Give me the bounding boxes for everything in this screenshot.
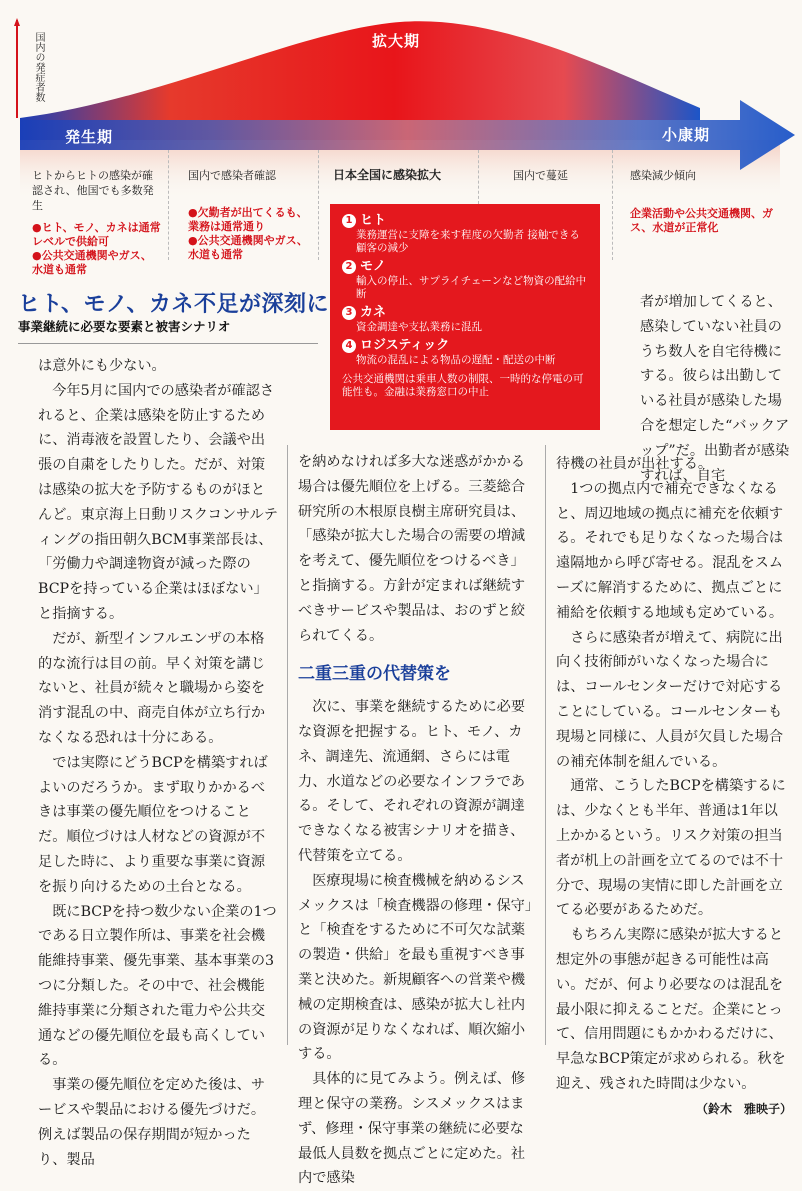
y-axis-label: 国内の発症者数 (33, 32, 44, 102)
phase-note: 企業活動や公共交通機関、ガス、水道が正常化 (630, 207, 773, 234)
impact-item-money (342, 304, 590, 334)
phase-column-head: ヒトからヒトの感染が確認され、他国でも多数発生 (32, 169, 154, 212)
number-badge-icon: 3 (342, 306, 356, 320)
phase-column-notes (32, 221, 162, 277)
phase-column-head: 感染減少傾向 (630, 169, 696, 182)
y-axis-arrow-icon (14, 18, 20, 118)
phase-note: ●ヒト、モノ、カネは通常レベルで供給可 (32, 221, 161, 248)
impact-note: 公共交通機関は乗車人数の制限、一時的な停電の可能性も。金融は業務窓口の中止 (342, 373, 584, 398)
column-divider (545, 445, 546, 1045)
phase-divider (318, 150, 319, 260)
phase-column-notes (630, 207, 790, 235)
article-column-1 (38, 354, 278, 1172)
impact-desc: 物流の混乱による物品の遅配・配送の中断 (356, 354, 556, 366)
article-column-3 (556, 452, 792, 1122)
phase-column-head: 日本全国に感染拡大 (333, 168, 442, 182)
impact-title: カネ (360, 305, 387, 320)
author-byline: （鈴木 雅映子） (695, 1101, 792, 1116)
impact-desc: 輸入の停止、サプライチェーンなど物資の配給中断 (356, 275, 587, 300)
impact-box (330, 204, 600, 430)
paragraph: 今年5月に国内での感染者が確認されると、企業は感染を防止するために、消毒液を設置したり、会議や出張の自粛をしたりした。だが、対策は感染の拡大を予防するものがほとんど。東京海上日動リスクコンサルティングの指田朝久BCM事業部長は、「労働力や調達物資が減った際のBCPを持っている企業はほぼない」と指摘する。 (38, 382, 278, 622)
impact-item-logistics (342, 337, 590, 367)
phase-expansion-title: 拡大期 (372, 32, 421, 50)
impact-title: ヒト (360, 213, 387, 228)
impact-desc: 資金調達や支払業務に混乱 (356, 321, 482, 333)
section-heading: 二重三重の代替策を (298, 664, 451, 685)
phase-note: ●欠勤者が出てくるも、業務は通常通り (188, 206, 308, 233)
paragraph: 待機の社員が出社する。 (556, 456, 713, 472)
paragraph: 1つの拠点内で補充できなくなると、周辺地域の拠点に補充を依頼する。それでも足りなくなった場合は遠隔地から呼び寄せる。混乱をスムーズに解消するために、拠点ごとに補給を依頼する地域も定めている。 (556, 480, 784, 621)
impact-item-goods (342, 258, 590, 301)
paragraph: 次に、事業を継続するために必要な資源を把握する。ヒト、モノ、カネ、調達先、流通網、さらには電力、水道などの必要なインフラである。そして、それぞれの資源が調達できなくなる被害シナリオを描き、代替策を立てる。 (298, 699, 526, 864)
phase-column-head: 国内で感染者確認 (188, 169, 276, 182)
phase-column-head: 国内で蔓延 (513, 169, 568, 182)
impact-title: ロジスティック (360, 338, 450, 353)
phase-divider (612, 150, 613, 260)
phase-note: ●公共交通機関やガス、水道も通常 (188, 234, 308, 261)
paragraph: 医療現場に検査機械を納めるシスメックスは「検査機器の修理・保守」と「検査をするために不可欠な試薬の製造・供給」を最も重視すべき事業と決めた。新規顧客への営業や機械の定期検査は、感染が拡大し社内の資源が足りなくなれば、順次縮小する。 (298, 872, 532, 1063)
phase-onset-title: 発生期 (65, 128, 114, 146)
paragraph: 事業の優先順位を定めた後は、サービスや製品における優先づけだ。例えば製品の保存期間が短かったり、製品 (38, 1077, 266, 1168)
paragraph: は意外にも少ない。 (38, 358, 166, 374)
impact-desc: 業務運営に支障を来す程度の欠勤者 接触できる顧客の減少 (356, 229, 580, 254)
paragraph: を納めなければ多大な迷惑がかかる場合は優先順位を上げる。三菱総合研究所の木根原良樹主席研究員は、「感染が拡大した場合の需要の増減を考えて、優先順位をつけるべき」と指摘する。方針が定まれば継続すべきサービスや製品は、おのずと絞られてくる。 (298, 454, 526, 644)
phase-column-2 (188, 168, 316, 262)
article-subheadline: 事業継続に必要な要素と被害シナリオ (18, 319, 231, 334)
paragraph: 者が増加してくると、感染していない社員のうち数人を自宅待機にする。彼らは出勤している社員が感染した場合を想定した“バックアップ”だ。出勤者が感染すれば、自宅 (640, 294, 790, 484)
phase-column-4 (513, 168, 568, 183)
phase-column-1 (32, 168, 162, 277)
paragraph: では実際にどうBCPを構築すればよいのだろうか。まず取りかかるべきは事業の優先順位をつけることだ。順位づけは人材などの資源が不足した時に、より重要な事業に資源を振り向けるための土台となる。 (38, 754, 268, 895)
phase-note: ●公共交通機関やガス、水道も通常 (32, 249, 152, 276)
paragraph: もちろん実際に感染が拡大すると想定外の事態が起きる可能性は高い。だが、何より必要なのは混乱を最小限に抑えることだ。企業にとって、信用問題にもかかわるだけに、早急なBCP策定が求められる。秋を迎え、残された時間は少ない。 (556, 927, 786, 1092)
phase-remission-title: 小康期 (662, 126, 711, 144)
phase-divider (168, 150, 169, 260)
impact-title: モノ (360, 259, 386, 274)
number-badge-icon: 2 (342, 260, 356, 274)
number-badge-icon: 4 (342, 339, 356, 353)
impact-item-people (342, 212, 590, 255)
headline-rule (18, 343, 318, 344)
paragraph: 具体的に見てみよう。例えば、修理と保守の業務。シスメックスはまず、修理・保守事業の継続に必要な最低人員数を拠点ごとに定めた。社内で感染 (298, 1071, 526, 1187)
paragraph: 既にBCPを持つ数少ない企業の1つである日立製作所は、事業を社会機能維持事業、優先事業、基本事業の3つに分類した。その中で、社会機能維持事業に分類された電力や公共交通などの優先順位を最も高くしている。 (38, 903, 277, 1069)
column-divider (287, 445, 288, 1045)
phase-column-3 (333, 168, 441, 183)
phase-column-5 (630, 168, 790, 235)
article-column-2 (298, 450, 538, 1191)
number-badge-icon: 1 (342, 214, 356, 228)
article-headline: ヒト、モノ、カネ不足が深刻に (18, 292, 330, 317)
phase-column-notes (188, 206, 316, 262)
paragraph: さらに感染者が増えて、病院に出向く技術師がいなくなった場合には、コールセンターだけで対応することにしている。コールセンターも現場と同様に、人員が欠員した場合の補充体制を組んでいる。 (556, 629, 784, 770)
paragraph: 通常、こうしたBCPを構築するには、少なくとも半年、普通は1年以上かかるという。リスク対策の担当者が机上の計画を立てるのでは不十分で、現場の実情に即した計画を立てる必要があるためだ。 (556, 778, 786, 919)
paragraph: だが、新型インフルエンザの本格的な流行は目の前。早く対策を講じないと、社員が続々と職場から姿を消す混乱の中、商売自体が立ち行かなくなる恐れは十分にある。 (38, 630, 266, 746)
